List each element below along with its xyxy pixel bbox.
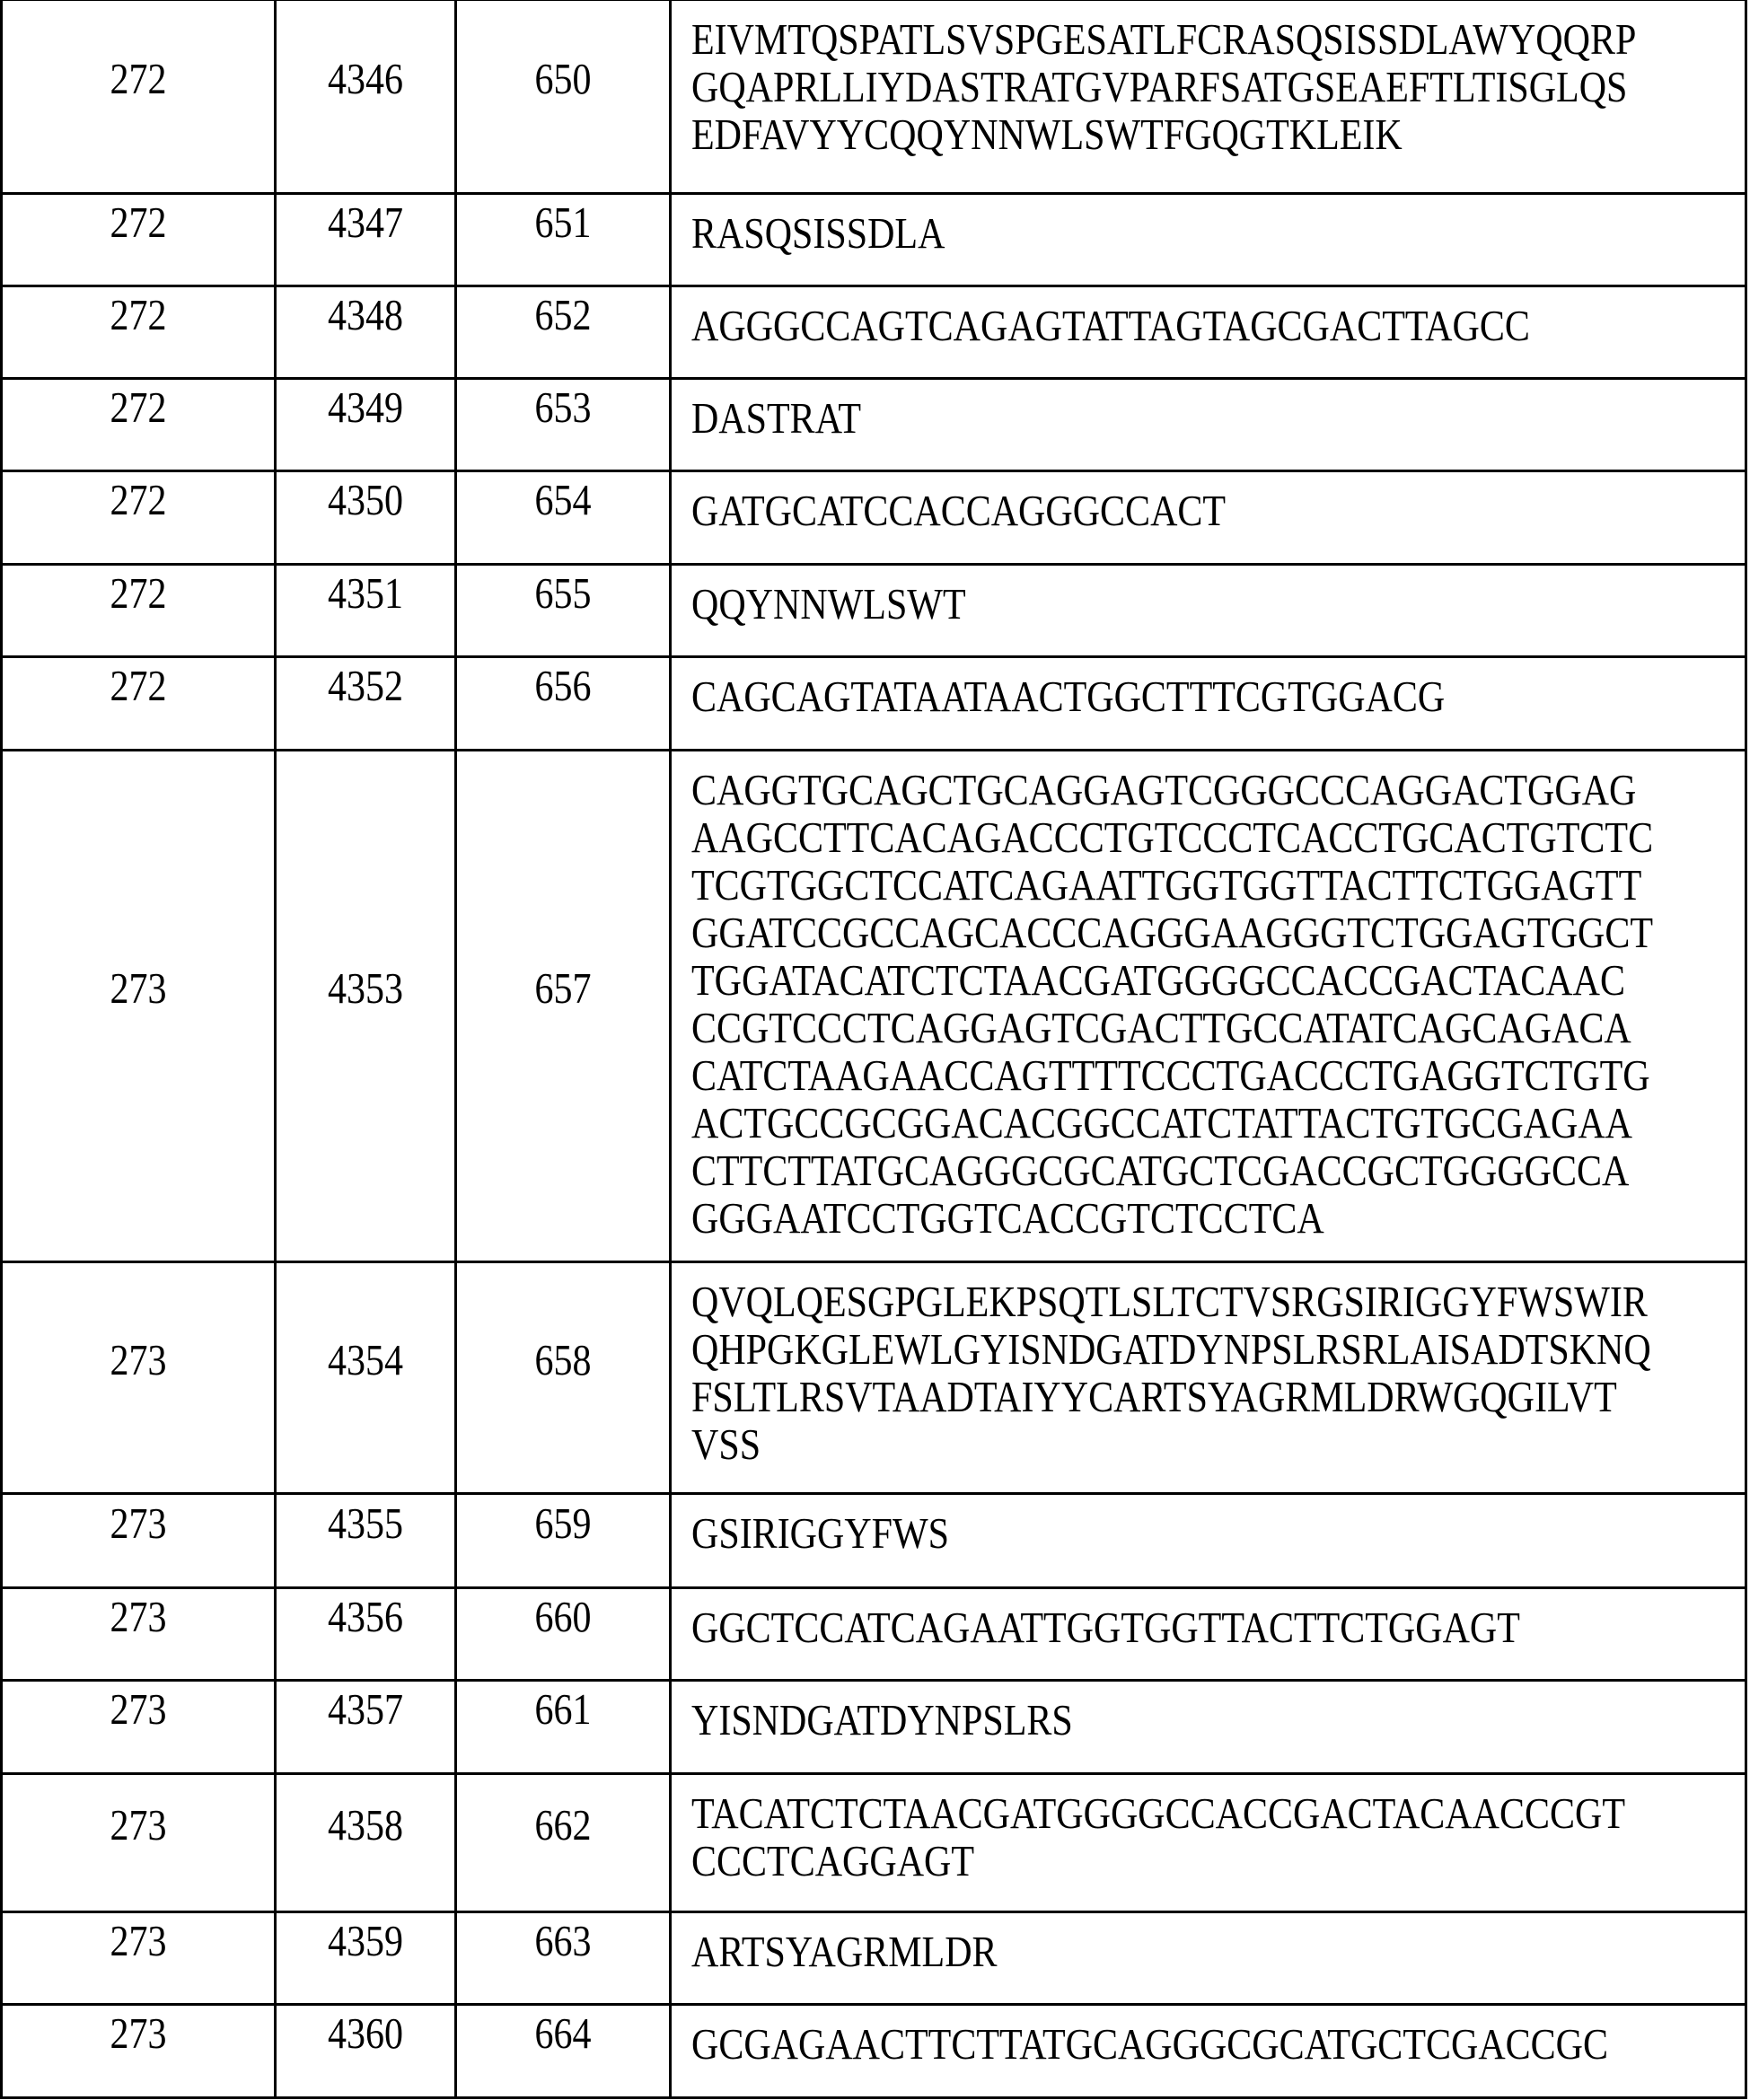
sequence-line: CCGTCCCTCAGGAGTCGACTTGCCATATCAGCAGACA: [691, 1002, 1745, 1057]
cell-col3: [456, 1262, 671, 1494]
table-row: [2, 1681, 1746, 1774]
sequence-line: FSLTLRSVTAADTAIYYCARTSYAGRMLDRWGQGILVT: [691, 1371, 1745, 1426]
cell-value: 272: [110, 567, 167, 622]
table-row: [2, 565, 1746, 657]
cell-col3: [456, 286, 671, 379]
cell-col1: [2, 1262, 276, 1494]
cell-value: 4354: [328, 1334, 403, 1389]
cell-col2: [276, 0, 456, 194]
cell-value: 4356: [328, 1591, 403, 1646]
cell-col2: [276, 286, 456, 379]
cell-value: 272: [110, 53, 167, 108]
sequence-line: GGCTCCATCAGAATTGGTGGTTACTTCTGGAGT: [691, 1602, 1745, 1656]
cell-col3: [456, 1588, 671, 1681]
cell-value: 656: [535, 660, 592, 715]
cell-value: 660: [535, 1591, 592, 1646]
sequence-line: VSS: [691, 1419, 1745, 1473]
cell-value: 659: [535, 1498, 592, 1552]
sequence-line: AGGGCCAGTCAGAGTATTAGTAGCGACTTAGCC: [691, 300, 1745, 355]
table-row: [2, 286, 1746, 379]
cell-value: 272: [110, 474, 167, 529]
cell-col1: [2, 1774, 276, 1912]
cell-col1: [2, 1912, 276, 2005]
cell-sequence: [671, 286, 1746, 379]
cell-col1: [2, 194, 276, 286]
cell-value: 4352: [328, 660, 403, 715]
sequence-line: TACATCTCTAACGATGGGGCCACCGACTACAACCCGT: [691, 1788, 1745, 1842]
table-row: [2, 194, 1746, 286]
cell-col1: [2, 657, 276, 751]
cell-col2: [276, 1774, 456, 1912]
cell-col3: [456, 1494, 671, 1588]
table-row: [2, 751, 1746, 1262]
cell-col1: [2, 286, 276, 379]
sequence-line: RASQSISSDLA: [691, 207, 1745, 262]
cell-value: 4351: [328, 567, 403, 622]
sequence-line: GQAPRLLIYDASTRATGVPARFSATGSEAEFTLTISGLQS: [691, 61, 1745, 116]
cell-sequence: [671, 471, 1746, 565]
cell-col1: [2, 0, 276, 194]
table-row: [2, 471, 1746, 565]
sequence-line: CATCTAAGAACCAGTTTTCCCTGACCCTGAGGTCTGTG: [691, 1050, 1745, 1104]
cell-value: 4347: [328, 197, 403, 251]
sequence-line: CAGGTGCAGCTGCAGGAGTCGGGCCCAGGACTGGAG: [691, 764, 1745, 819]
cell-value: 4355: [328, 1498, 403, 1552]
cell-sequence: [671, 1588, 1746, 1681]
cell-col3: [456, 1774, 671, 1912]
cell-col1: [2, 1681, 276, 1774]
cell-col2: [276, 379, 456, 471]
sequence-line: GGGAATCCTGGTCACCGTCTCCTCA: [691, 1192, 1745, 1247]
cell-col2: [276, 1588, 456, 1681]
cell-value: 650: [535, 53, 592, 108]
sequence-line: TGGATACATCTCTAACGATGGGGCCACCGACTACAAC: [691, 954, 1745, 1009]
cell-sequence: [671, 1681, 1746, 1774]
cell-sequence: [671, 751, 1746, 1262]
cell-value: 272: [110, 660, 167, 715]
sequence-line: QQYNNWLSWT: [691, 578, 1745, 633]
cell-value: 652: [535, 289, 592, 344]
cell-value: 662: [535, 1799, 592, 1854]
cell-col3: [456, 1912, 671, 2005]
cell-col2: [276, 1494, 456, 1588]
cell-col1: [2, 565, 276, 657]
cell-col2: [276, 565, 456, 657]
cell-col1: [2, 471, 276, 565]
sequence-line: GCGAGAACTTCTTATGCAGGGCGCATGCTCGACCGC: [691, 2018, 1745, 2073]
cell-value: 273: [110, 1915, 167, 1970]
cell-col3: [456, 751, 671, 1262]
cell-sequence: [671, 1262, 1746, 1494]
cell-value: 272: [110, 382, 167, 436]
cell-col2: [276, 2005, 456, 2098]
cell-col3: [456, 2005, 671, 2098]
cell-sequence: [671, 379, 1746, 471]
sequence-table-body: [2, 0, 1746, 2098]
cell-col1: [2, 379, 276, 471]
sequence-line: CAGCAGTATAATAACTGGCTTTCGTGGACG: [691, 671, 1745, 725]
cell-value: 651: [535, 197, 592, 251]
cell-col2: [276, 1681, 456, 1774]
cell-value: 4353: [328, 962, 403, 1017]
cell-col2: [276, 657, 456, 751]
cell-value: 273: [110, 1591, 167, 1646]
cell-col3: [456, 471, 671, 565]
cell-value: 655: [535, 567, 592, 622]
cell-value: 4350: [328, 474, 403, 529]
cell-value: 4357: [328, 1683, 403, 1738]
cell-sequence: [671, 657, 1746, 751]
cell-col2: [276, 1262, 456, 1494]
cell-value: 4358: [328, 1799, 403, 1854]
table-row: [2, 379, 1746, 471]
cell-col2: [276, 751, 456, 1262]
cell-value: 661: [535, 1683, 592, 1738]
sequence-table: [0, 0, 1747, 2099]
sequence-line: EDFAVYYCQQYNNWLSWTFGQGTKLEIK: [691, 109, 1745, 163]
cell-col2: [276, 194, 456, 286]
cell-sequence: [671, 1494, 1746, 1588]
cell-col3: [456, 1681, 671, 1774]
cell-value: 653: [535, 382, 592, 436]
sequence-line: QVQLQESGPGLEKPSQTLSLTCTVSRGSIRIGGYFWSWIR: [691, 1276, 1745, 1331]
cell-value: 4359: [328, 1915, 403, 1970]
table-row: [2, 1588, 1746, 1681]
table-row: [2, 1912, 1746, 2005]
cell-value: 273: [110, 1799, 167, 1854]
sequence-line: ACTGCCGCGGACACGGCCATCTATTACTGTGCGAGAA: [691, 1097, 1745, 1152]
cell-col1: [2, 1494, 276, 1588]
cell-value: 272: [110, 289, 167, 344]
cell-value: 4346: [328, 53, 403, 108]
cell-col3: [456, 565, 671, 657]
cell-value: 4360: [328, 2008, 403, 2062]
sequence-line: QHPGKGLEWLGYISNDGATDYNPSLRSRLAISADTSKNQ: [691, 1323, 1745, 1378]
sequence-line: GGATCCGCCAGCACCCAGGGAAGGGTCTGGAGTGGCT: [691, 907, 1745, 962]
sequence-line: CTTCTTATGCAGGGCGCATGCTCGACCGCTGGGGCCA: [691, 1145, 1745, 1199]
cell-sequence: [671, 1774, 1746, 1912]
cell-value: 663: [535, 1915, 592, 1970]
cell-sequence: [671, 1912, 1746, 2005]
cell-value: 654: [535, 474, 592, 529]
cell-value: 272: [110, 197, 167, 251]
cell-value: 273: [110, 1683, 167, 1738]
sequence-line: DASTRAT: [691, 392, 1745, 447]
cell-col2: [276, 1912, 456, 2005]
table-row: [2, 0, 1746, 194]
cell-value: 4349: [328, 382, 403, 436]
cell-col3: [456, 0, 671, 194]
cell-value: 664: [535, 2008, 592, 2062]
cell-col1: [2, 2005, 276, 2098]
cell-value: 273: [110, 1498, 167, 1552]
cell-col2: [276, 471, 456, 565]
table-row: [2, 2005, 1746, 2098]
sequence-line: YISNDGATDYNPSLRS: [691, 1694, 1745, 1749]
sequence-line: CCCTCAGGAGT: [691, 1835, 1745, 1890]
cell-sequence: [671, 0, 1746, 194]
sequence-line: TCGTGGCTCCATCAGAATTGGTGGTTACTTCTGGAGTT: [691, 859, 1745, 914]
cell-value: 657: [535, 962, 592, 1017]
cell-value: 273: [110, 962, 167, 1017]
table-row: [2, 1774, 1746, 1912]
table-row: [2, 1262, 1746, 1494]
table-row: [2, 657, 1746, 751]
cell-col1: [2, 751, 276, 1262]
cell-col1: [2, 1588, 276, 1681]
table-row: [2, 1494, 1746, 1588]
sequence-line: AAGCCTTCACAGACCCTGTCCCTCACCTGCACTGTCTC: [691, 812, 1745, 866]
sequence-line: ARTSYAGRMLDR: [691, 1926, 1745, 1981]
cell-col3: [456, 194, 671, 286]
cell-value: 4348: [328, 289, 403, 344]
sequence-line: GSIRIGGYFWS: [691, 1507, 1745, 1562]
cell-value: 273: [110, 2008, 167, 2062]
sequence-line: EIVMTQSPATLSVSPGESATLFCRASQSISSDLAWYQQRP: [691, 13, 1745, 68]
sequence-line: GATGCATCCACCAGGGCCACT: [691, 485, 1745, 540]
cell-sequence: [671, 194, 1746, 286]
cell-sequence: [671, 565, 1746, 657]
cell-col3: [456, 657, 671, 751]
cell-value: 273: [110, 1334, 167, 1389]
cell-col3: [456, 379, 671, 471]
cell-value: 658: [535, 1334, 592, 1389]
cell-sequence: [671, 2005, 1746, 2098]
